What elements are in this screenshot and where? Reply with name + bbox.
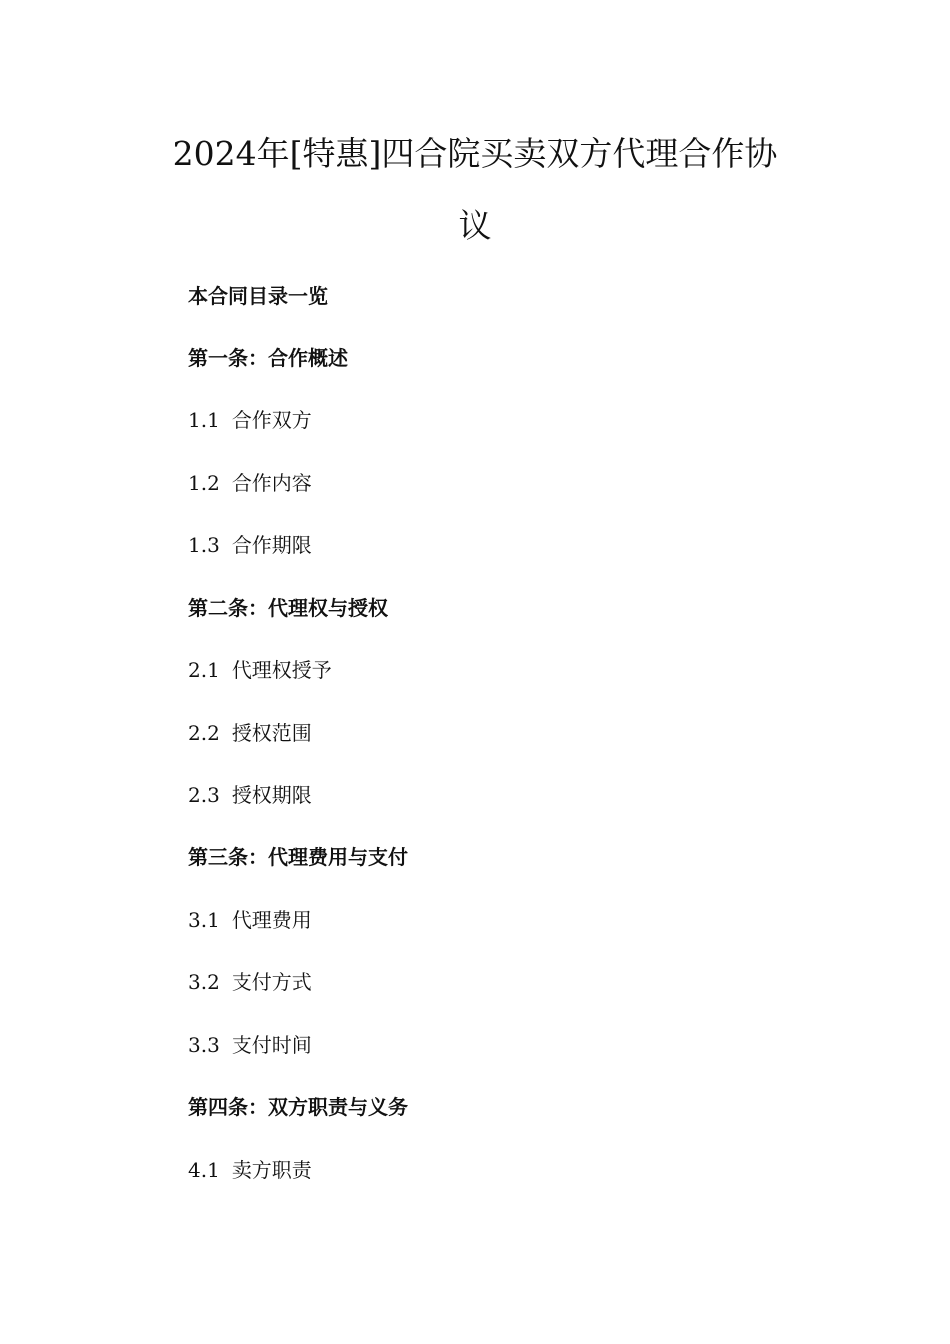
toc-item-label: 支付方式 — [231, 970, 312, 994]
toc-item-number: 3.2 — [188, 970, 220, 994]
toc-item-number: 2.2 — [188, 721, 220, 745]
toc-item — [188, 719, 312, 747]
toc-item-number: 3.1 — [188, 908, 220, 932]
toc-item-number: 1.2 — [188, 471, 220, 495]
toc-item-label: 合作期限 — [231, 533, 312, 557]
toc-item — [188, 968, 312, 996]
toc-item-label: 授权期限 — [231, 783, 312, 807]
toc-item — [188, 469, 312, 497]
toc-item — [188, 406, 312, 434]
document-title-line-1: 2024年[特惠]四合院买卖双方代理合作协 — [172, 134, 778, 173]
toc-item-label: 代理权授予 — [231, 658, 332, 682]
toc-item — [188, 906, 312, 934]
toc-section-heading: 第三条：代理费用与支付 — [188, 845, 408, 869]
document-title-line-2: 议 — [458, 206, 492, 245]
toc-item-number: 1.1 — [188, 408, 220, 432]
toc-item-label: 卖方职责 — [231, 1158, 312, 1182]
toc-item-number: 2.1 — [188, 658, 220, 682]
toc-item — [188, 656, 332, 684]
toc-section-heading: 第二条：代理权与授权 — [188, 596, 388, 620]
toc-heading: 本合同目录一览 — [188, 284, 328, 308]
toc-item — [188, 1156, 312, 1184]
toc-section-heading: 第四条：双方职责与义务 — [188, 1095, 408, 1119]
toc-item — [188, 781, 312, 809]
toc-section-heading: 第一条：合作概述 — [188, 346, 348, 370]
toc-item-label: 合作双方 — [231, 408, 312, 432]
toc-item-number: 1.3 — [188, 533, 220, 557]
toc-item-label: 合作内容 — [231, 471, 312, 495]
toc-item-number: 4.1 — [188, 1158, 220, 1182]
toc-item — [188, 1031, 312, 1059]
toc-item-number: 2.3 — [188, 783, 220, 807]
toc-item — [188, 531, 312, 559]
toc-item-number: 3.3 — [188, 1033, 220, 1057]
toc-item-label: 代理费用 — [231, 908, 312, 932]
toc-item-label: 支付时间 — [231, 1033, 312, 1057]
toc-item-label: 授权范围 — [231, 721, 312, 745]
